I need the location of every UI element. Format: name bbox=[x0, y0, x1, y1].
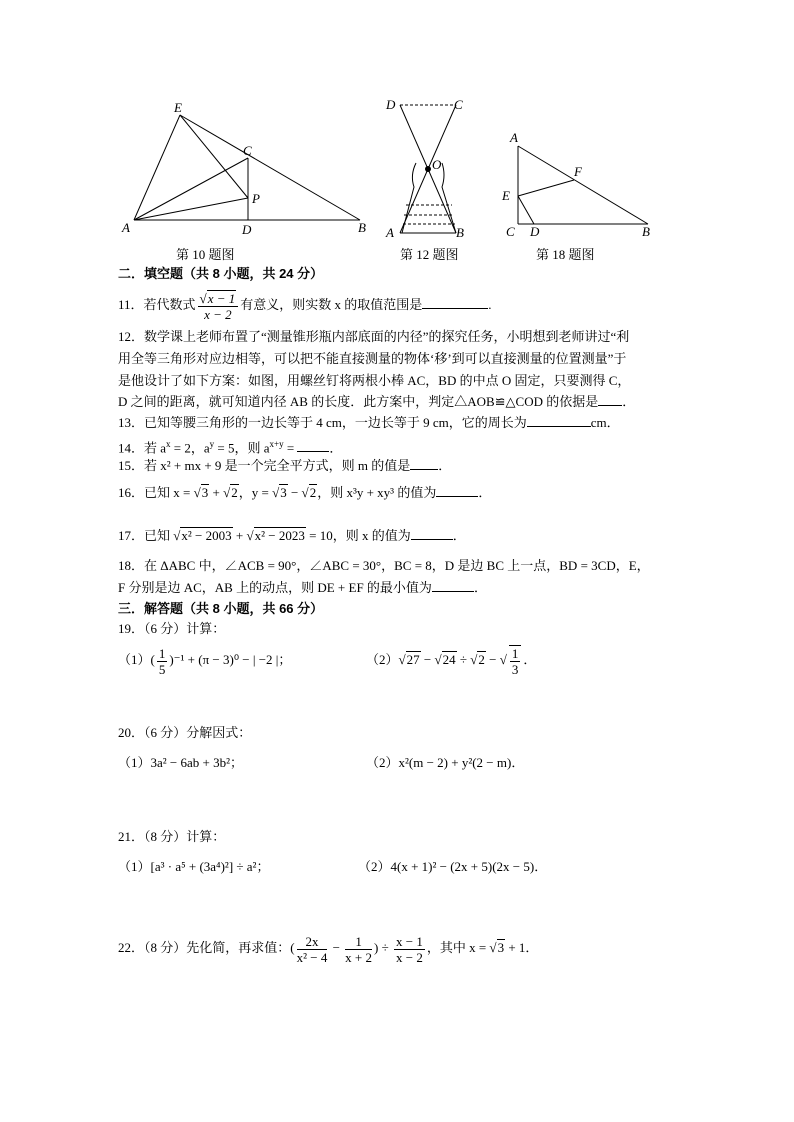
q13-unit: cm． bbox=[590, 415, 620, 430]
q22-root: 3 bbox=[497, 940, 505, 955]
q22-fraction-1 bbox=[297, 934, 328, 965]
fig10-label-A: A bbox=[122, 220, 130, 235]
q22-post: ，其中 x = bbox=[426, 940, 490, 955]
question-16: 16．已知 x = √3 + √2，y = √3 − √2，则 x³y + xy³ 的值为 ． bbox=[118, 485, 492, 500]
fig10-label-P: P bbox=[252, 191, 260, 206]
fig12-caption: 第 12 题图 bbox=[400, 247, 459, 262]
q12-end: ． bbox=[622, 394, 636, 409]
q17-plus: + bbox=[232, 528, 247, 543]
q13-text: 13．已知等腰三角形的一边长等于 4 cm，一边长等于 9 cm，它的周长为 bbox=[118, 415, 527, 430]
q18-line-2-text: F 分别是边 AC，AB 上的动点，则 DE + EF 的最小值为 bbox=[118, 580, 432, 595]
q19-p1-den: 5 bbox=[158, 661, 166, 677]
fig18-label-A: A bbox=[510, 130, 518, 145]
fig12-label-A: A bbox=[386, 225, 394, 240]
fig12-label-D: D bbox=[386, 97, 396, 112]
q12-line-4 bbox=[118, 393, 635, 411]
fig18-caption: 第 18 题图 bbox=[536, 247, 595, 262]
q14-answer-blank[interactable] bbox=[297, 439, 329, 452]
q14-exp-2: y bbox=[209, 439, 215, 449]
q16-pre: 16．已知 x = bbox=[118, 485, 194, 500]
q15-end: ． bbox=[438, 458, 452, 473]
q19-p2-root-3: 2 bbox=[478, 652, 485, 667]
fig18-label-E: E bbox=[502, 188, 510, 203]
question-13 bbox=[118, 414, 620, 432]
q22-f3-den: x − 2 bbox=[395, 949, 423, 965]
q18-end: ． bbox=[473, 580, 487, 595]
q16-mid: ，y = bbox=[238, 485, 273, 500]
q15-text: 15．若 x² + mx + 9 是一个完全平方式，则 m 的值是 bbox=[118, 458, 411, 473]
fig18-label-B: B bbox=[642, 224, 650, 239]
q19-p2-minus-2: − bbox=[485, 652, 500, 667]
q22-minus: − bbox=[329, 940, 344, 955]
figure-12 bbox=[380, 95, 480, 245]
q19-p2-fden: 3 bbox=[511, 662, 519, 678]
q22-f2-den: x + 2 bbox=[345, 949, 373, 965]
q19-p2-end: ． bbox=[523, 652, 537, 667]
q22-f1-num: 2x bbox=[297, 934, 328, 950]
fig12-label-B: B bbox=[456, 225, 464, 240]
q17-answer-blank[interactable] bbox=[411, 527, 453, 540]
q11-denominator: x − 2 bbox=[204, 306, 232, 322]
q12-answer-blank[interactable] bbox=[598, 393, 622, 406]
q21-part-2: （2）4(x + 1)² − (2x + 5)(2x − 5)． bbox=[358, 859, 548, 874]
q11-end: . bbox=[488, 297, 492, 312]
q19-p2-pre: （2） bbox=[366, 652, 399, 667]
q12-line-1: 12．数学课上老师布置了“测量锥形瓶内部底面的内径”的探究任务，小明想到老师讲过“利 bbox=[118, 329, 630, 344]
q12-line-2: 用全等三角形对应边相等，可以把不能直接测量的物体‘移’到可以直接测量的位置测量”于 bbox=[118, 351, 627, 366]
section-2-title: 二．填空题（共 8 小题，共 24 分） bbox=[118, 266, 324, 281]
q16-plus: + bbox=[209, 485, 224, 500]
q19-p2-fnum: 1 bbox=[511, 646, 519, 662]
q18-answer-blank[interactable] bbox=[432, 579, 474, 592]
question-14 bbox=[118, 435, 342, 457]
q21-part-1: （1）[a³ · a⁵ + (3a⁴)²] ÷ a²； bbox=[118, 859, 270, 874]
q16-minus: − bbox=[287, 485, 302, 500]
fig18-label-C: C bbox=[506, 224, 515, 239]
q16-root-1: 3 bbox=[201, 485, 209, 500]
q22-fraction-3 bbox=[394, 934, 425, 965]
q15-answer-blank[interactable] bbox=[410, 457, 438, 470]
question-22: 22．（8 分）先化简，再求值：( $\frac{2x}{\text{x² − 4}}$ − $\frac{1}{x + 2}$ ) ÷ $\frac{x - 1}{x - 2}$ ，其中 x = √3 + 1． bbox=[118, 933, 539, 965]
q11-answer-blank[interactable] bbox=[422, 296, 488, 309]
q14-end: ． bbox=[329, 440, 343, 456]
q21-head: 21．（8 分）计算： bbox=[118, 829, 226, 844]
fig12-label-C: C bbox=[454, 97, 463, 112]
q16-answer-blank[interactable] bbox=[436, 484, 478, 497]
q19-p1-post: )⁻¹ + (π − 3)⁰ − | −2 |； bbox=[169, 652, 292, 667]
q17-end: ． bbox=[452, 528, 466, 543]
q22-mid: ) ÷ bbox=[374, 940, 392, 955]
q19-p2-div: ÷ bbox=[456, 652, 471, 667]
q14-exp-3: x+y bbox=[269, 439, 284, 449]
fig10-label-E: E bbox=[174, 100, 182, 115]
q11-pre: 若代数式 bbox=[143, 297, 196, 312]
fig12-label-O: O bbox=[432, 157, 442, 172]
q19-part-1 bbox=[118, 642, 291, 678]
q11-fraction: $\frac{√x - 1}{x - 2}$ bbox=[198, 291, 239, 322]
q12-line-3: 是他设计了如下方案：如图，用螺丝钉将两根小棒 AC，BD 的中点 O 固定，只要测得 C， bbox=[118, 373, 631, 388]
figure-10 bbox=[118, 100, 378, 240]
q14-exp-1: x bbox=[166, 439, 171, 449]
q17-root-1: x² − 2003 bbox=[181, 528, 232, 543]
q14-mid-3: = bbox=[283, 440, 295, 456]
fig18-label-D: D bbox=[530, 224, 540, 239]
q16-end: ． bbox=[478, 485, 492, 500]
fig18-label-F: F bbox=[574, 164, 582, 179]
q16-root-4: 2 bbox=[309, 485, 317, 500]
q14-mid-2: = 5，则 a bbox=[214, 440, 270, 456]
q16-post: ，则 x³y + xy³ 的值为 bbox=[317, 485, 437, 500]
fig10-label-D: D bbox=[242, 222, 252, 237]
question-17: 17．已知 √x² − 2003 + √x² − 2023 = 10，则 x 的值为 ． bbox=[118, 528, 466, 543]
q22-f3-num: x − 1 bbox=[395, 933, 423, 949]
q17-post: = 10，则 x 的值为 bbox=[305, 528, 411, 543]
q14-text: 14．若 a bbox=[118, 440, 167, 456]
q19-part-2: （2）√27 − √24 ÷ √2 − √ $\frac{1}{3}$ ． bbox=[366, 646, 537, 678]
q17-pre: 17．已知 bbox=[118, 528, 174, 543]
question-11 bbox=[118, 287, 492, 323]
q13-answer-blank[interactable] bbox=[527, 414, 591, 427]
q19-p1-fraction bbox=[157, 646, 168, 677]
q11-post: 有意义，则实数 x 的取值范围是 bbox=[240, 297, 423, 312]
figure-18 bbox=[498, 128, 668, 240]
q22-pre: 22．（8 分）先化简，再求值：( bbox=[118, 940, 295, 955]
q14-mid-1: = 2，a bbox=[170, 440, 210, 456]
q18-line-2 bbox=[118, 579, 487, 597]
q12-line-4-text: D 之间的距离，就可知道内径 AB 的长度．此方案中，判定△AOB≌△COD 的依据是 bbox=[118, 394, 599, 409]
q19-p2-root-1: 27 bbox=[406, 652, 420, 667]
q19-p2-fraction bbox=[509, 645, 522, 677]
q20-part-1: （1）3a² − 6ab + 3b²； bbox=[118, 755, 243, 770]
q19-p2-root-2: 24 bbox=[442, 652, 456, 667]
q16-root-3: 3 bbox=[280, 485, 287, 500]
fig10-caption: 第 10 题图 bbox=[176, 247, 235, 262]
q19-p2-minus-1: − bbox=[420, 652, 435, 667]
q16-root-2: 2 bbox=[231, 485, 238, 500]
q18-line-1: 18．在 ΔABC 中，∠ACB = 90°，∠ABC = 30°，BC = 8，D 是边 BC 上一点，BD = 3CD，E， bbox=[118, 558, 650, 573]
q20-part-2: （2）x²(m − 2) + y²(2 − m)． bbox=[366, 755, 525, 770]
question-15 bbox=[118, 457, 451, 475]
q22-f1-den: x² − 4 bbox=[296, 949, 328, 965]
q22-f2-num: 1 bbox=[345, 934, 372, 950]
q19-p1-pre: （1）( bbox=[118, 652, 155, 667]
q11-number: 11． bbox=[118, 297, 144, 312]
section-3-title: 三．解答题（共 8 小题，共 66 分） bbox=[118, 601, 324, 616]
q19-p1-num: 1 bbox=[158, 645, 166, 661]
fig10-label-B: B bbox=[358, 220, 366, 235]
q17-root-2: x² − 2023 bbox=[254, 528, 305, 543]
q11-numerator: x − 1 bbox=[207, 290, 236, 306]
q20-head: 20．（6 分）分解因式： bbox=[118, 725, 252, 740]
q22-end: + 1． bbox=[505, 940, 539, 955]
fig10-label-C: C bbox=[243, 143, 252, 158]
q22-fraction-2 bbox=[345, 934, 372, 965]
q19-head: 19．（6 分）计算： bbox=[118, 621, 226, 636]
